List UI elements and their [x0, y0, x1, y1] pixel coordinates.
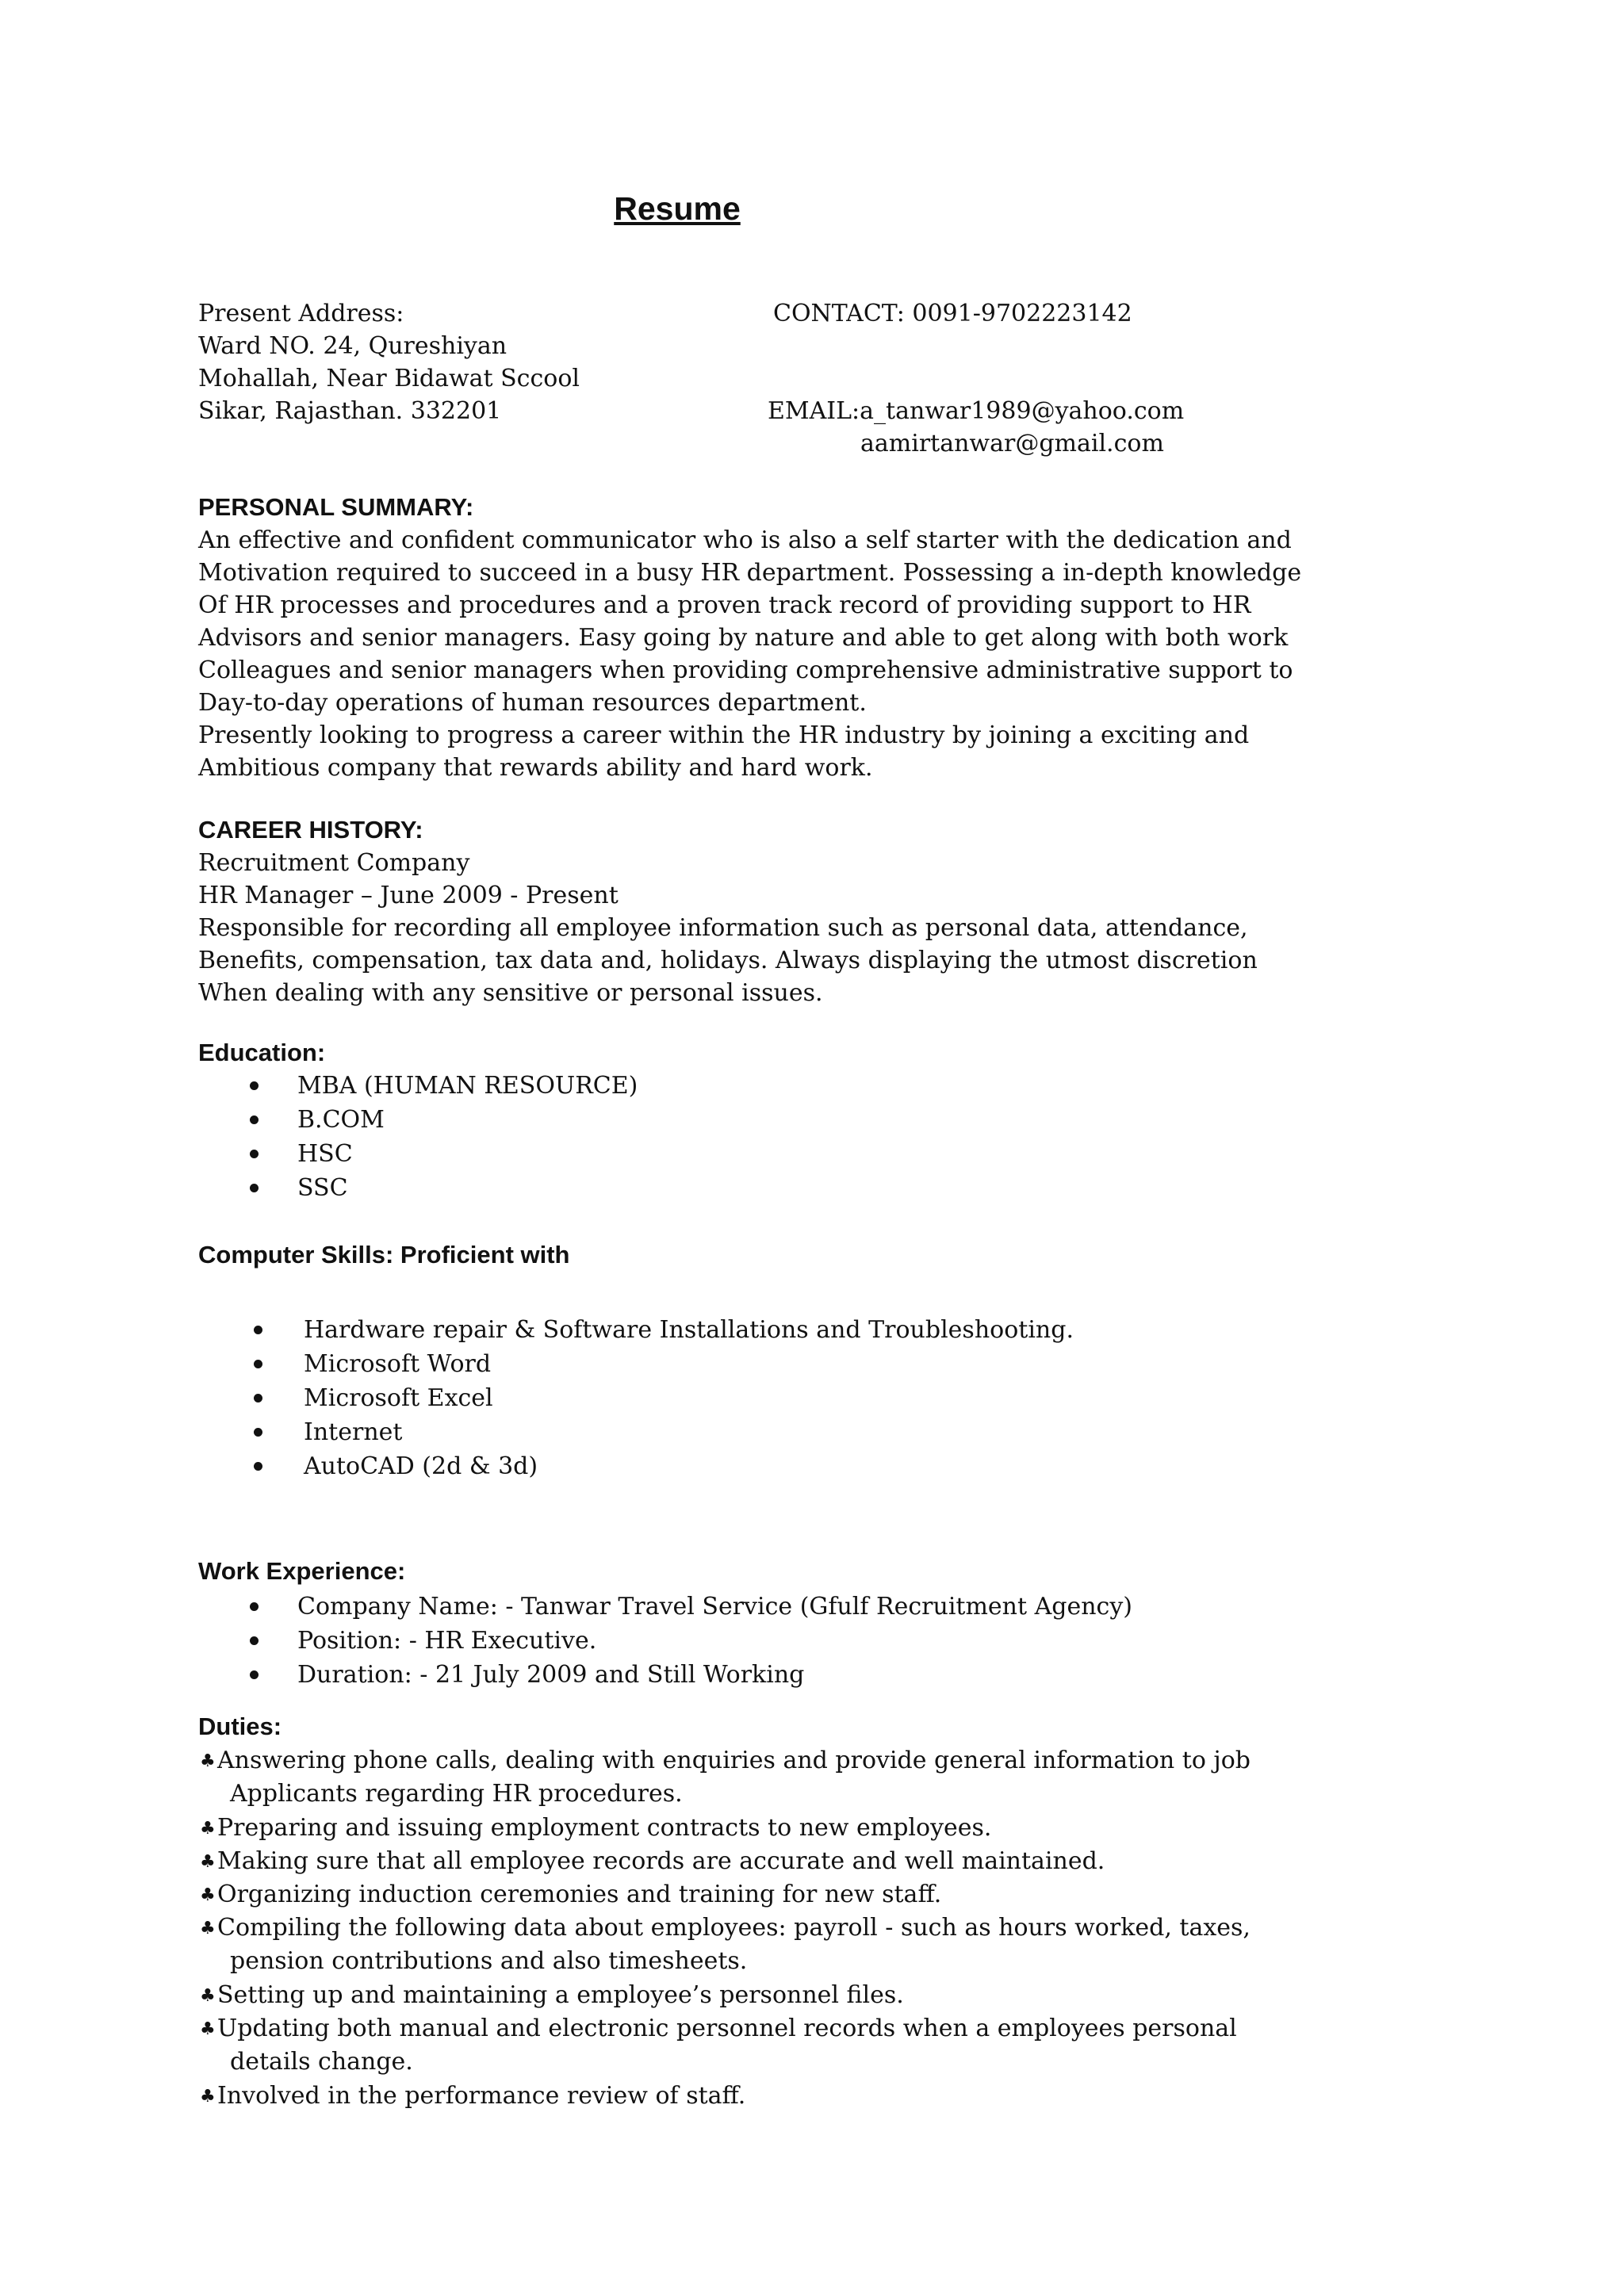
bullet-icon — [250, 1670, 259, 1679]
career-paragraph — [198, 847, 1277, 1009]
bullet-icon — [254, 1462, 262, 1471]
list-item: ♣Preparing and issuing employment contracts to new employees. — [200, 1812, 1251, 1845]
education-heading: Education: — [198, 1039, 326, 1066]
bullet-icon — [250, 1636, 259, 1645]
club-bullet-icon: ♣ — [200, 2087, 216, 2107]
list-item: Microsoft Excel — [254, 1381, 1074, 1415]
summary-line: Advisors and senior managers. Easy going by nature and able to get along with both work — [198, 624, 1289, 652]
contact-email-secondary: aamirtanwar@gmail.com — [860, 430, 1164, 457]
summary-heading: PERSONAL SUMMARY: — [198, 493, 474, 521]
summary-line: Colleagues and senior managers when providing comprehensive administrative support to — [198, 656, 1293, 684]
education-list — [250, 1069, 638, 1205]
bullet-icon — [250, 1115, 259, 1124]
career-line: When dealing with any sensitive or personal issues. — [198, 979, 823, 1007]
address-line: Ward NO. 24, Qureshiyan — [198, 332, 508, 360]
club-bullet-icon: ♣ — [200, 1885, 216, 1905]
list-item: SSC — [250, 1171, 638, 1205]
summary-line: Day-to-day operations of human resources department. — [198, 689, 867, 717]
career-heading: CAREER HISTORY: — [198, 816, 423, 844]
list-item: ♣Setting up and maintaining a employee’s personnel files. — [200, 1979, 1251, 2012]
summary-line: Presently looking to progress a career within the HR industry by joining a exciting and — [198, 721, 1250, 749]
list-item-continuation: Applicants regarding HR procedures. — [230, 1780, 683, 1808]
bullet-icon — [254, 1428, 262, 1437]
list-item: MBA (HUMAN RESOURCE) — [250, 1069, 638, 1103]
summary-paragraph — [198, 524, 1302, 784]
list-item-continuation: details change. — [230, 2048, 413, 2076]
bullet-icon — [254, 1394, 262, 1402]
duties-heading: Duties: — [198, 1712, 282, 1740]
list-item: Internet — [254, 1415, 1074, 1449]
club-bullet-icon: ♣ — [200, 1819, 216, 1839]
summary-line: Motivation required to succeed in a busy HR department. Possessing a in-depth knowledge — [198, 559, 1302, 587]
career-line: HR Manager – June 2009 - Present — [198, 882, 619, 909]
bullet-icon — [250, 1081, 259, 1090]
career-line: Recruitment Company — [198, 849, 470, 877]
club-bullet-icon: ♣ — [200, 1852, 216, 1872]
list-item: ♣Compiling the following data about employees: payroll - such as hours worked, taxes, pension contributions and also timesheets. — [200, 1911, 1251, 1977]
summary-line: Ambitious company that rewards ability and hard work. — [198, 754, 873, 782]
address-line: Mohallah, Near Bidawat Sccool — [198, 365, 580, 392]
club-bullet-icon: ♣ — [200, 1986, 216, 2006]
address-label: Present Address: — [198, 300, 404, 327]
summary-line: Of HR processes and procedures and a proven track record of providing support to HR — [198, 591, 1251, 619]
career-line: Benefits, compensation, tax data and, holidays. Always displaying the utmost discretion — [198, 947, 1258, 974]
address-line: Sikar, Rajasthan. 332201 — [198, 397, 502, 425]
list-item: Hardware repair & Software Installations and Troubleshooting. — [254, 1313, 1074, 1347]
bullet-icon — [250, 1184, 259, 1192]
list-item: ♣Involved in the performance review of staff. — [200, 2080, 1251, 2113]
page-title: Resume — [614, 190, 741, 227]
list-item: AutoCAD (2d & 3d) — [254, 1449, 1074, 1483]
contact-email: EMAIL:a_tanwar1989@yahoo.com — [768, 397, 1185, 425]
list-item: B.COM — [250, 1103, 638, 1137]
list-item: ♣Answering phone calls, dealing with enquiries and provide general information to job Applicants regarding HR procedures. — [200, 1744, 1251, 1810]
list-item: Microsoft Word — [254, 1347, 1074, 1381]
list-item: HSC — [250, 1137, 638, 1171]
list-item: ♣Organizing induction ceremonies and training for new staff. — [200, 1878, 1251, 1911]
work-list — [250, 1590, 1132, 1692]
bullet-icon — [250, 1150, 259, 1158]
list-item: Duration: - 21 July 2009 and Still Working — [250, 1658, 1132, 1692]
work-heading: Work Experience: — [198, 1557, 406, 1585]
club-bullet-icon: ♣ — [200, 1919, 216, 1938]
duties-list — [200, 1744, 1251, 2113]
club-bullet-icon: ♣ — [200, 2019, 216, 2039]
list-item: ♣Making sure that all employee records are accurate and well maintained. — [200, 1845, 1251, 1878]
career-line: Responsible for recording all employee information such as personal data, attendance, — [198, 914, 1248, 942]
list-item: ♣Updating both manual and electronic personnel records when a employees personal details change. — [200, 2012, 1251, 2078]
bullet-icon — [254, 1326, 262, 1334]
skills-list — [254, 1313, 1074, 1483]
club-bullet-icon: ♣ — [200, 1751, 216, 1771]
list-item: Position: - HR Executive. — [250, 1624, 1132, 1658]
list-item: Company Name: - Tanwar Travel Service (Gfulf Recruitment Agency) — [250, 1590, 1132, 1624]
list-item-continuation: pension contributions and also timesheets. — [230, 1947, 748, 1975]
summary-line: An effective and confident communicator who is also a self starter with the dedication and — [198, 526, 1292, 554]
skills-heading: Computer Skills: Proficient with — [198, 1241, 570, 1269]
bullet-icon — [250, 1602, 259, 1611]
contact-phone: CONTACT: 0091-9702223142 — [773, 300, 1132, 327]
bullet-icon — [254, 1360, 262, 1368]
